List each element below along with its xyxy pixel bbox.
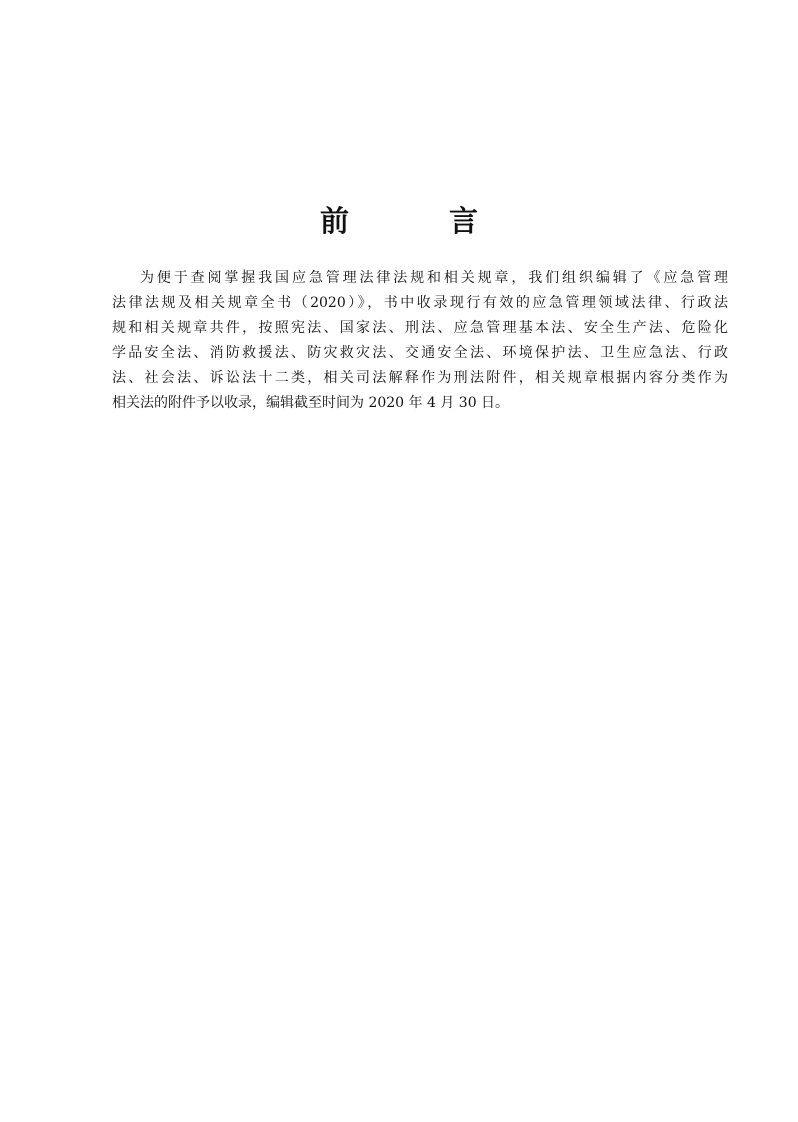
paragraph-line: 相关法的附件予以收录，编辑截至时间为 2020 年 4 月 30 日。 [112,395,510,411]
title-char-second: 言 [449,204,479,238]
paragraph-line: 规和相关规章共件，按照宪法、国家法、刑法、应急管理基本法、安全生产法、危险化 [112,320,728,336]
paragraph-line: 法律法规及相关规章全书（2020）》，书中收录现行有效的应急管理领域法律、行政法 [112,295,728,311]
paragraph-line: 学品安全法、消防救援法、防灾救灾法、交通安全法、环境保护法、卫生应急法、行政 [112,345,728,361]
paragraph-line: 为便于查阅掌握我国应急管理法律法规和相关规章，我们组织编辑了《应急管理 [140,270,728,286]
title-char-first: 前 [319,204,349,238]
page-title [0,203,798,239]
preface-paragraph [112,266,728,416]
paragraph-line: 法、社会法、诉讼法十二类，相关司法解释作为刑法附件，相关规章根据内容分类作为 [112,370,728,386]
